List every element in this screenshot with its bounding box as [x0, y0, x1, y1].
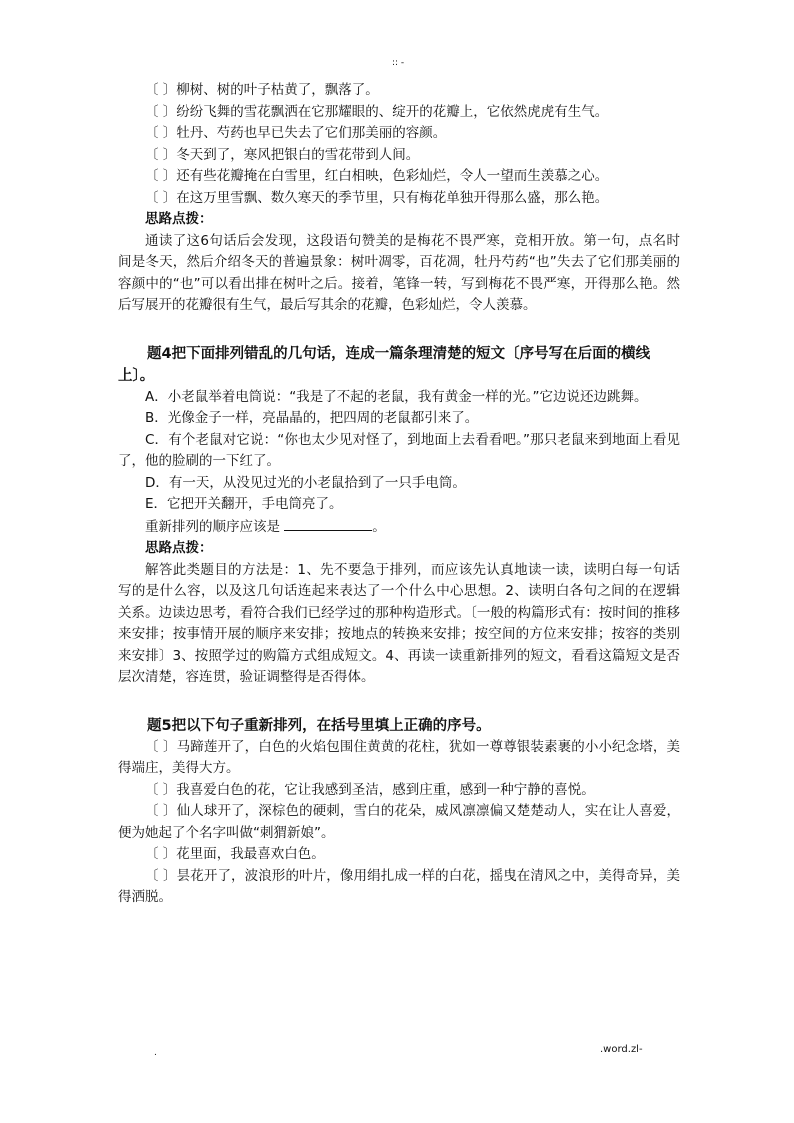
- item-4-b: B．光像金子一样，亮晶晶的，把四周的老鼠都引来了。: [145, 410, 479, 426]
- sentence-3-5: 〔 〕还有些花瓣掩在白雪里，红白相映，色彩灿烂，令人一望而生羡慕之心。: [145, 168, 609, 184]
- item-4-d: D．有一天，从没见过光的小老鼠拾到了一只手电筒。: [145, 474, 466, 491]
- sentence-3-1: 〔 〕柳树、树的叶子枯黄了，飘落了。: [145, 82, 379, 98]
- footer-right-mark: .word.zl-: [600, 1044, 643, 1055]
- header-mark: :: -: [392, 58, 405, 68]
- sentence-5-5: 〔 〕昙花开了，波浪形的叶片，像用绢扎成一样的白花，摇曳在清风之中，美得奇异，美得洒脱。: [118, 867, 680, 905]
- sentence-3-2: 〔 〕纷纷飞舞的雪花飘洒在它那耀眼的、绽开的花瓣上，它依然虎虎有生气。: [145, 103, 609, 120]
- document-body: [118, 80, 680, 909]
- sentence-3-6: 〔 〕在这万里雪飘、数久寒天的季节里，只有梅花单独开得那么盛，那么艳。: [145, 189, 609, 206]
- sentence-3-3: 〔 〕牡丹、芍药也早已失去了它们那美丽的容颜。: [145, 125, 447, 141]
- sentence-5-2: 〔 〕我喜爱白色的花，它让我感到圣洁，感到庄重，感到一种宁静的喜悦。: [145, 781, 595, 798]
- hint-text-3: 通读了这6句话后会发现，这段语句赞美的是梅花不畏严寒，竞相开放。第一句，点名时间是冬天，然后介绍冬天的普遍景象：树叶凋零，百花凋，牡丹芍药“也”失去了它们那美丽的容颜中的“也”可以看出排在树叶之后。接着，笔锋一转，写到梅花不畏严寒，开得那么艳。然后写展开的花瓣很有生气，最后写其余的花瓣，色彩灿烂，令人羡慕。: [118, 232, 680, 313]
- answer-prompt: 重新排列的顺序应该是: [145, 518, 280, 535]
- hint-title-4: 思路点拨：: [145, 540, 213, 556]
- hint-title-3: 思路点拨：: [145, 211, 213, 227]
- item-4-a: A．小老鼠举着电筒说：“我是了不起的老鼠，我有黄金一样的光。”它边说还边跳舞。: [145, 388, 648, 405]
- answer-line-4: [118, 516, 680, 539]
- hint-text-4: 解答此类题目的方法是：1、先不要急于排列，而应该先认真地读一读，读明白每一句话写的是什么容，以及这几句话连起来表达了一个什么中心思想。2、读明白各句之间的在逻辑关系。边读边思考，看符合我们已经学过的那种构造形式。〔一般的构篇形式有：按时间的推移来安排；按事情开展的顺序来安排；按地点的转换来安排；按空间的方位来安排；按容的类别来安排〕3、按照学过的购篇方式组成短文。4、再读一读重新排列的短文，看看这篇短文是否层次清楚，容连贯，验证调整得是否得体。: [118, 561, 680, 685]
- footer-left-mark: .: [154, 1048, 157, 1058]
- sentence-3-4: 〔 〕冬天到了，寒风把银白的雪花带到人间。: [145, 146, 420, 163]
- sentence-5-4: 〔 〕花里面，我最喜欢白色。: [145, 846, 325, 862]
- item-4-e: E．它把开关翻开，手电筒亮了。: [145, 496, 343, 512]
- question-4-title: 题4把下面排列错乱的几句话，连成一篇条理清楚的短文〔序号写在后面的横线上〕。: [118, 345, 651, 384]
- answer-end: 。: [372, 518, 386, 535]
- section-3-sentences: [118, 80, 680, 209]
- answer-blank[interactable]: [284, 516, 372, 531]
- sentence-5-3: 〔 〕仙人球开了，深棕色的硬刺，雪白的花朵，威风凛凛偏又楚楚动人，实在让人喜爱，便为她起了个名字叫做“刺猬新娘”。: [118, 803, 680, 841]
- item-4-c: C．有个老鼠对它说：“你也太少见对怪了，到地面上去看看吧。”那只老鼠来到地面上看见了，他的脸刷的一下红了。: [118, 431, 680, 469]
- question-5-title: 题5把以下句子重新排列，在括号里填上正确的序号。: [147, 717, 491, 734]
- sentence-5-1: 〔 〕马蹄莲开了，白色的火焰包围住黄黄的花柱，犹如一尊尊银装素裹的小小纪念塔，美得端庄，美得大方。: [118, 738, 680, 776]
